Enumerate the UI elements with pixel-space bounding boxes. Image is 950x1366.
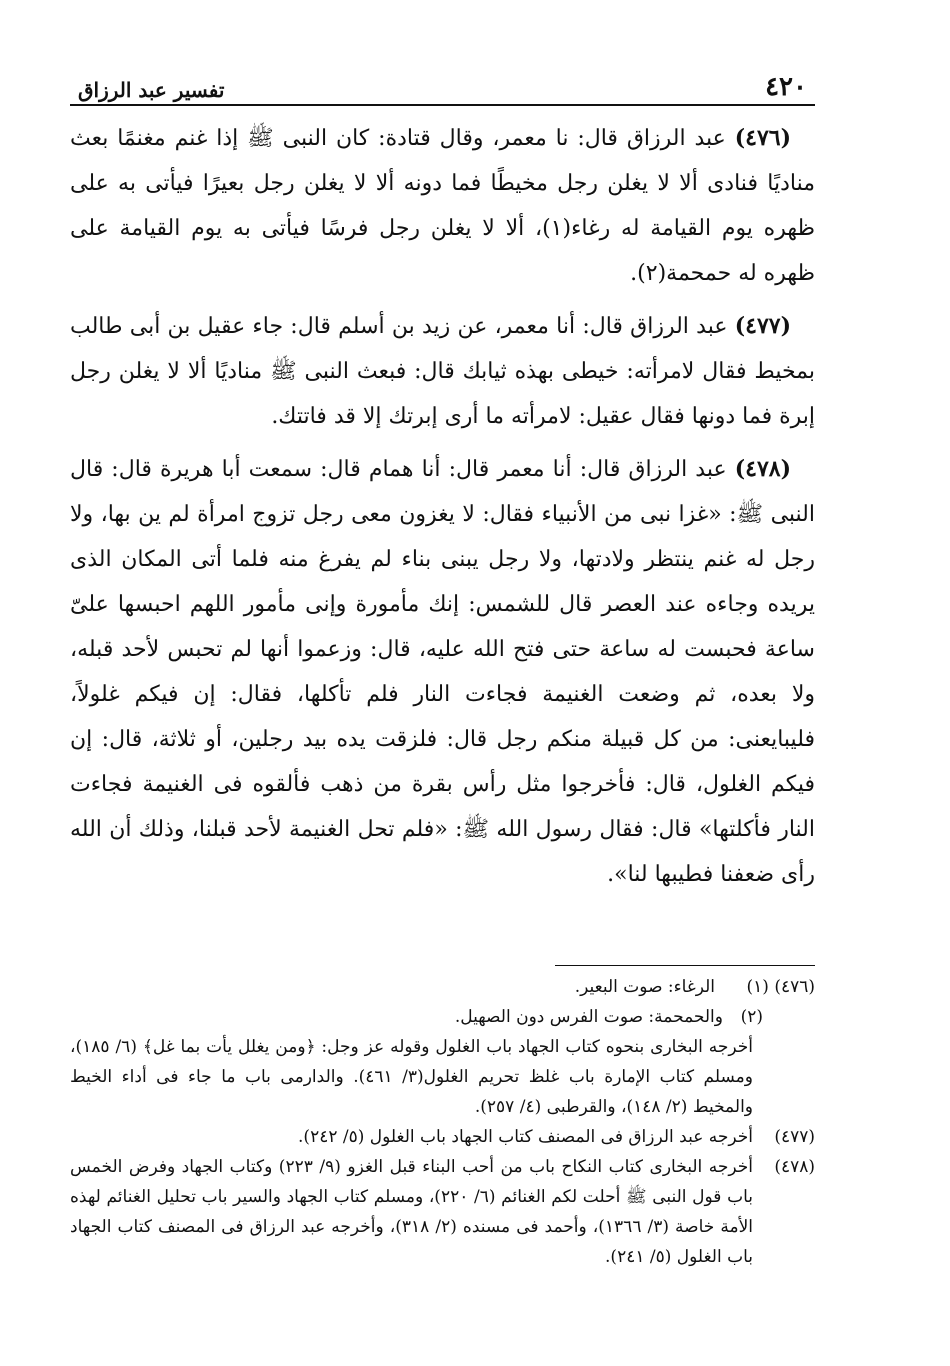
hadith-number: (٤٧٨): [734, 456, 792, 482]
footnote: [70, 1152, 815, 1272]
footnote: [70, 1002, 815, 1032]
footnote-text: أخرجه البخارى كتاب النكاح باب من أحب البناء قبل الغزو (٩/ ٢٢٣) وكتاب الجهاد وفرض الخمس باب قول النبى ﷺ أحلت لكم الغنائم (٦/ ٢٢٠)، ومسلم كتاب الجهاد والسير باب تحليل الغنائم لهذه الأمة خاصة (٣/ ١٣٦٦)، وأحمد فى مسنده (٢/ ٣١٨)، وأخرجه عبد الرزاق فى المصنف كتاب الجهاد باب الغلول (٥/ ٢٤١).: [70, 1157, 753, 1267]
hadith-entry: [70, 447, 815, 897]
footnote: [70, 972, 815, 1002]
footnote-text: أخرجه عبد الرزاق فى المصنف كتاب الجهاد باب الغلول (٥/ ٢٤٢).: [298, 1127, 753, 1147]
page-number: ٤٢٠: [765, 72, 807, 102]
main-text: [70, 116, 815, 897]
footnote: [70, 1032, 815, 1122]
footnote-text: الرغاء: صوت البعير.: [574, 977, 715, 997]
hadith-text: عبد الرزاق قال: أنا معمر، عن زيد بن أسلم قال: جاء عقيل بن أبى طالب بمخيط فقال لامرأته: خيطى بهذه ثيابك قال: فبعث النبى ﷺ مناديًا ألا لا يغلن رجل إبرة فما دونها فقال عقيل: لامرأته ما أرى إبرتك إلا قد فاتتك.: [70, 314, 815, 429]
footnote-text: أخرجه البخارى بنحوه كتاب الجهاد باب الغلول وقوله عز وجل: ﴿ومن يغلل يأت بما غل﴾ (٦/ ١٨٥)، ومسلم كتاب الإمارة باب غلظ تحريم الغلول(٣/ ٤٦١). والدارمى باب ما جاء فى أداء الخيط والمخيط (٢/ ١٤٨)، والقرطبى (٤/ ٢٥٧).: [70, 1037, 753, 1117]
hadith-number: (٤٧٧): [734, 313, 791, 339]
hadith-entry: [70, 116, 815, 296]
footnotes: [70, 972, 815, 1272]
page: [70, 58, 815, 1272]
footnote: [70, 1122, 815, 1152]
hadith-entry: [70, 304, 815, 439]
footnote-label: (٤٧٨): [774, 1157, 815, 1177]
book-title: تفسير عبد الرزاق: [78, 78, 225, 102]
hadith-text: عبد الرزاق قال: أنا معمر قال: أنا همام قال: سمعت أبا هريرة قال: قال النبى ﷺ: «غزا نبى من الأنبياء فقال: لا يغزون معى رجل تزوج امرأة لم ين بها، ولا رجل له غنم ينتظر ولادتها، ولا رجل يبنى بناء لم يفرغ منه فلما أتى المكان الذى يريده وجاءه عند العصر قال للشمس: إنك مأمورة وإنى مأمور اللهم احبسها علىّ ساعة فحبست له ساعة حتى فتح الله عليه، قال: وزعموا أنها لم تحبس لأحد قبله، ولا بعده، ثم وضعت الغنيمة فجاءت النار فلم تأكلها، فقال: إن فيكم غلولاً، فليبايعنى: من كل قبيلة منكم رجل قال: فلزقت يده بيد رجلين، أو ثلاثة، قال: إن فيكم الغلول، قال: فأخرجوا مثل رأس بقرة من ذهب فألقوه فى الغنيمة فجاءت النار فأكلتها» قال: فقال رسول الله ﷺ: «فلم تحل الغنيمة لأحد قبلنا، وذلك أن الله رأى ضعفنا فطيبها لنا».: [70, 457, 815, 887]
footnote-label: (٤٧٦) (١): [746, 977, 815, 997]
hadith-number: (٤٧٦): [734, 125, 791, 151]
footnote-divider: [555, 965, 815, 966]
page-header: [70, 58, 815, 106]
footnote-label: (٤٧٧): [774, 1127, 815, 1147]
footnote-label: (٢): [740, 1007, 763, 1027]
footnote-text: والحمحمة: صوت الفرس دون الصهيل.: [454, 1007, 723, 1027]
hadith-text: عبد الرزاق قال: نا معمر، وقال قتادة: كان النبى ﷺ إذا غنم مغنمًا بعث مناديًا فنادى ألا لا يغلن رجل مخيطًا فما دونه ألا لا يغلن رجل بعيرًا فيأتى به على ظهره يوم القيامة له رغاء(١)، ألا لا يغلن رجل فرسًا فيأتى به يوم القيامة على ظهره له حمحمة(٢).: [70, 126, 815, 286]
